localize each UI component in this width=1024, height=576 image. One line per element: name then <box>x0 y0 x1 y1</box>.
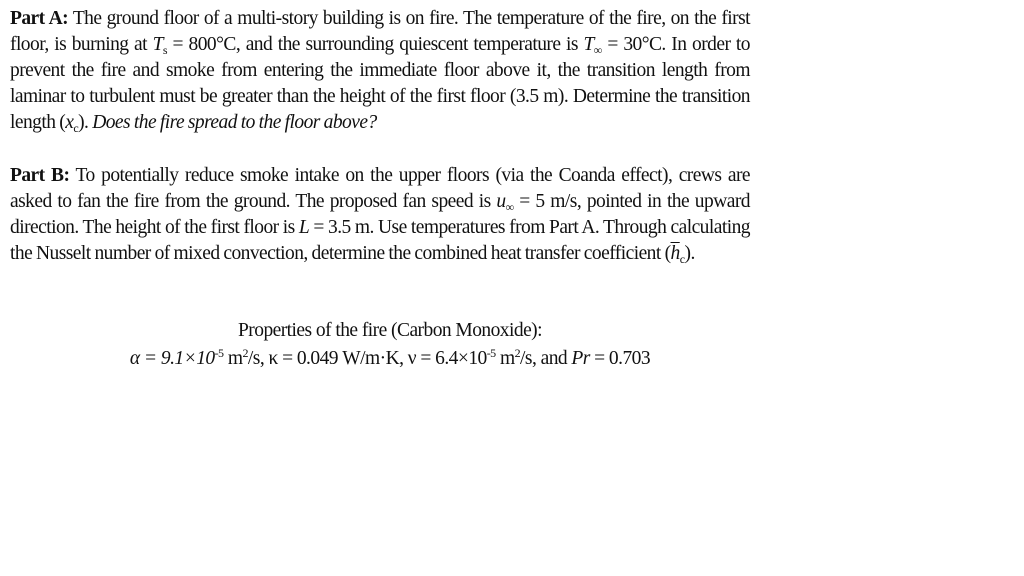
ts-subscript: s <box>162 43 167 57</box>
kappa-value: κ = 0.049 W/m·K, <box>268 348 408 369</box>
l-value: = 3.5 m. Use temperatures from Part A. Through calculating the Nusselt number of mixed convection, determine the combined heat transfer coefficient ( <box>10 217 750 264</box>
alpha-unit-exponent: 2 <box>242 346 248 360</box>
tinf-symbol: T <box>583 34 594 55</box>
h-symbol: $\overline{h}$ <box>670 243 680 264</box>
nu-tail: /s, and <box>520 348 572 369</box>
nu-unit: m <box>495 348 515 369</box>
after-h: ). <box>684 243 695 264</box>
h-subscript: c <box>679 252 685 266</box>
ts-symbol: T <box>152 34 163 55</box>
nu-value: ν = 6.4×10 <box>407 348 487 369</box>
alpha-tail: /s, <box>247 348 269 369</box>
alpha-value: α = 9.1×10 <box>129 348 215 369</box>
part-b-label: Part B: <box>10 165 70 186</box>
part-b-paragraph <box>10 163 750 267</box>
alpha-unit: m <box>223 348 243 369</box>
properties-title: Properties of the fire (Carbon Monoxide): <box>238 320 542 341</box>
pr-value: = 0.703 <box>589 348 651 369</box>
u-value: = 5 m/s, pointed in the upward direction. The height of the first floor is <box>10 191 750 238</box>
l-symbol: L <box>298 217 310 238</box>
alpha-exponent: -5 <box>214 346 224 360</box>
tinf-value: = 30°C. In order to prevent the fire and smoke from entering the immediate floor above it, the transition length from laminar to turbulent must be greater than the height of the first floor (3.5 m). Determine the transition length ( <box>10 34 750 133</box>
tinf-subscript: ∞ <box>593 43 602 57</box>
part-a-question: Does the fire spread to the floor above? <box>92 112 377 133</box>
u-subscript: ∞ <box>505 200 514 214</box>
ts-value: = 800°C, and the surrounding quiescent temperature is <box>166 34 584 55</box>
part-a-text-1: The ground floor of a multi-story building is on fire. The temperature of the fire, on the first floor, is burning at <box>10 8 750 55</box>
part-b-text-1: To potentially reduce smoke intake on the upper floors (via the Coanda effect), crews are asked to fan the fire from the ground. The proposed fan speed is <box>10 165 750 212</box>
nu-unit-exponent: 2 <box>514 346 521 360</box>
part-a-paragraph <box>10 6 750 136</box>
nu-exponent: -5 <box>486 346 496 360</box>
after-xc: ). <box>78 112 93 133</box>
xc-symbol: x <box>65 112 74 133</box>
pr-symbol: Pr <box>571 348 590 369</box>
properties-line <box>10 345 770 373</box>
part-a-label: Part A: <box>10 8 69 29</box>
u-symbol: u <box>496 191 506 212</box>
xc-subscript: c <box>73 121 79 135</box>
